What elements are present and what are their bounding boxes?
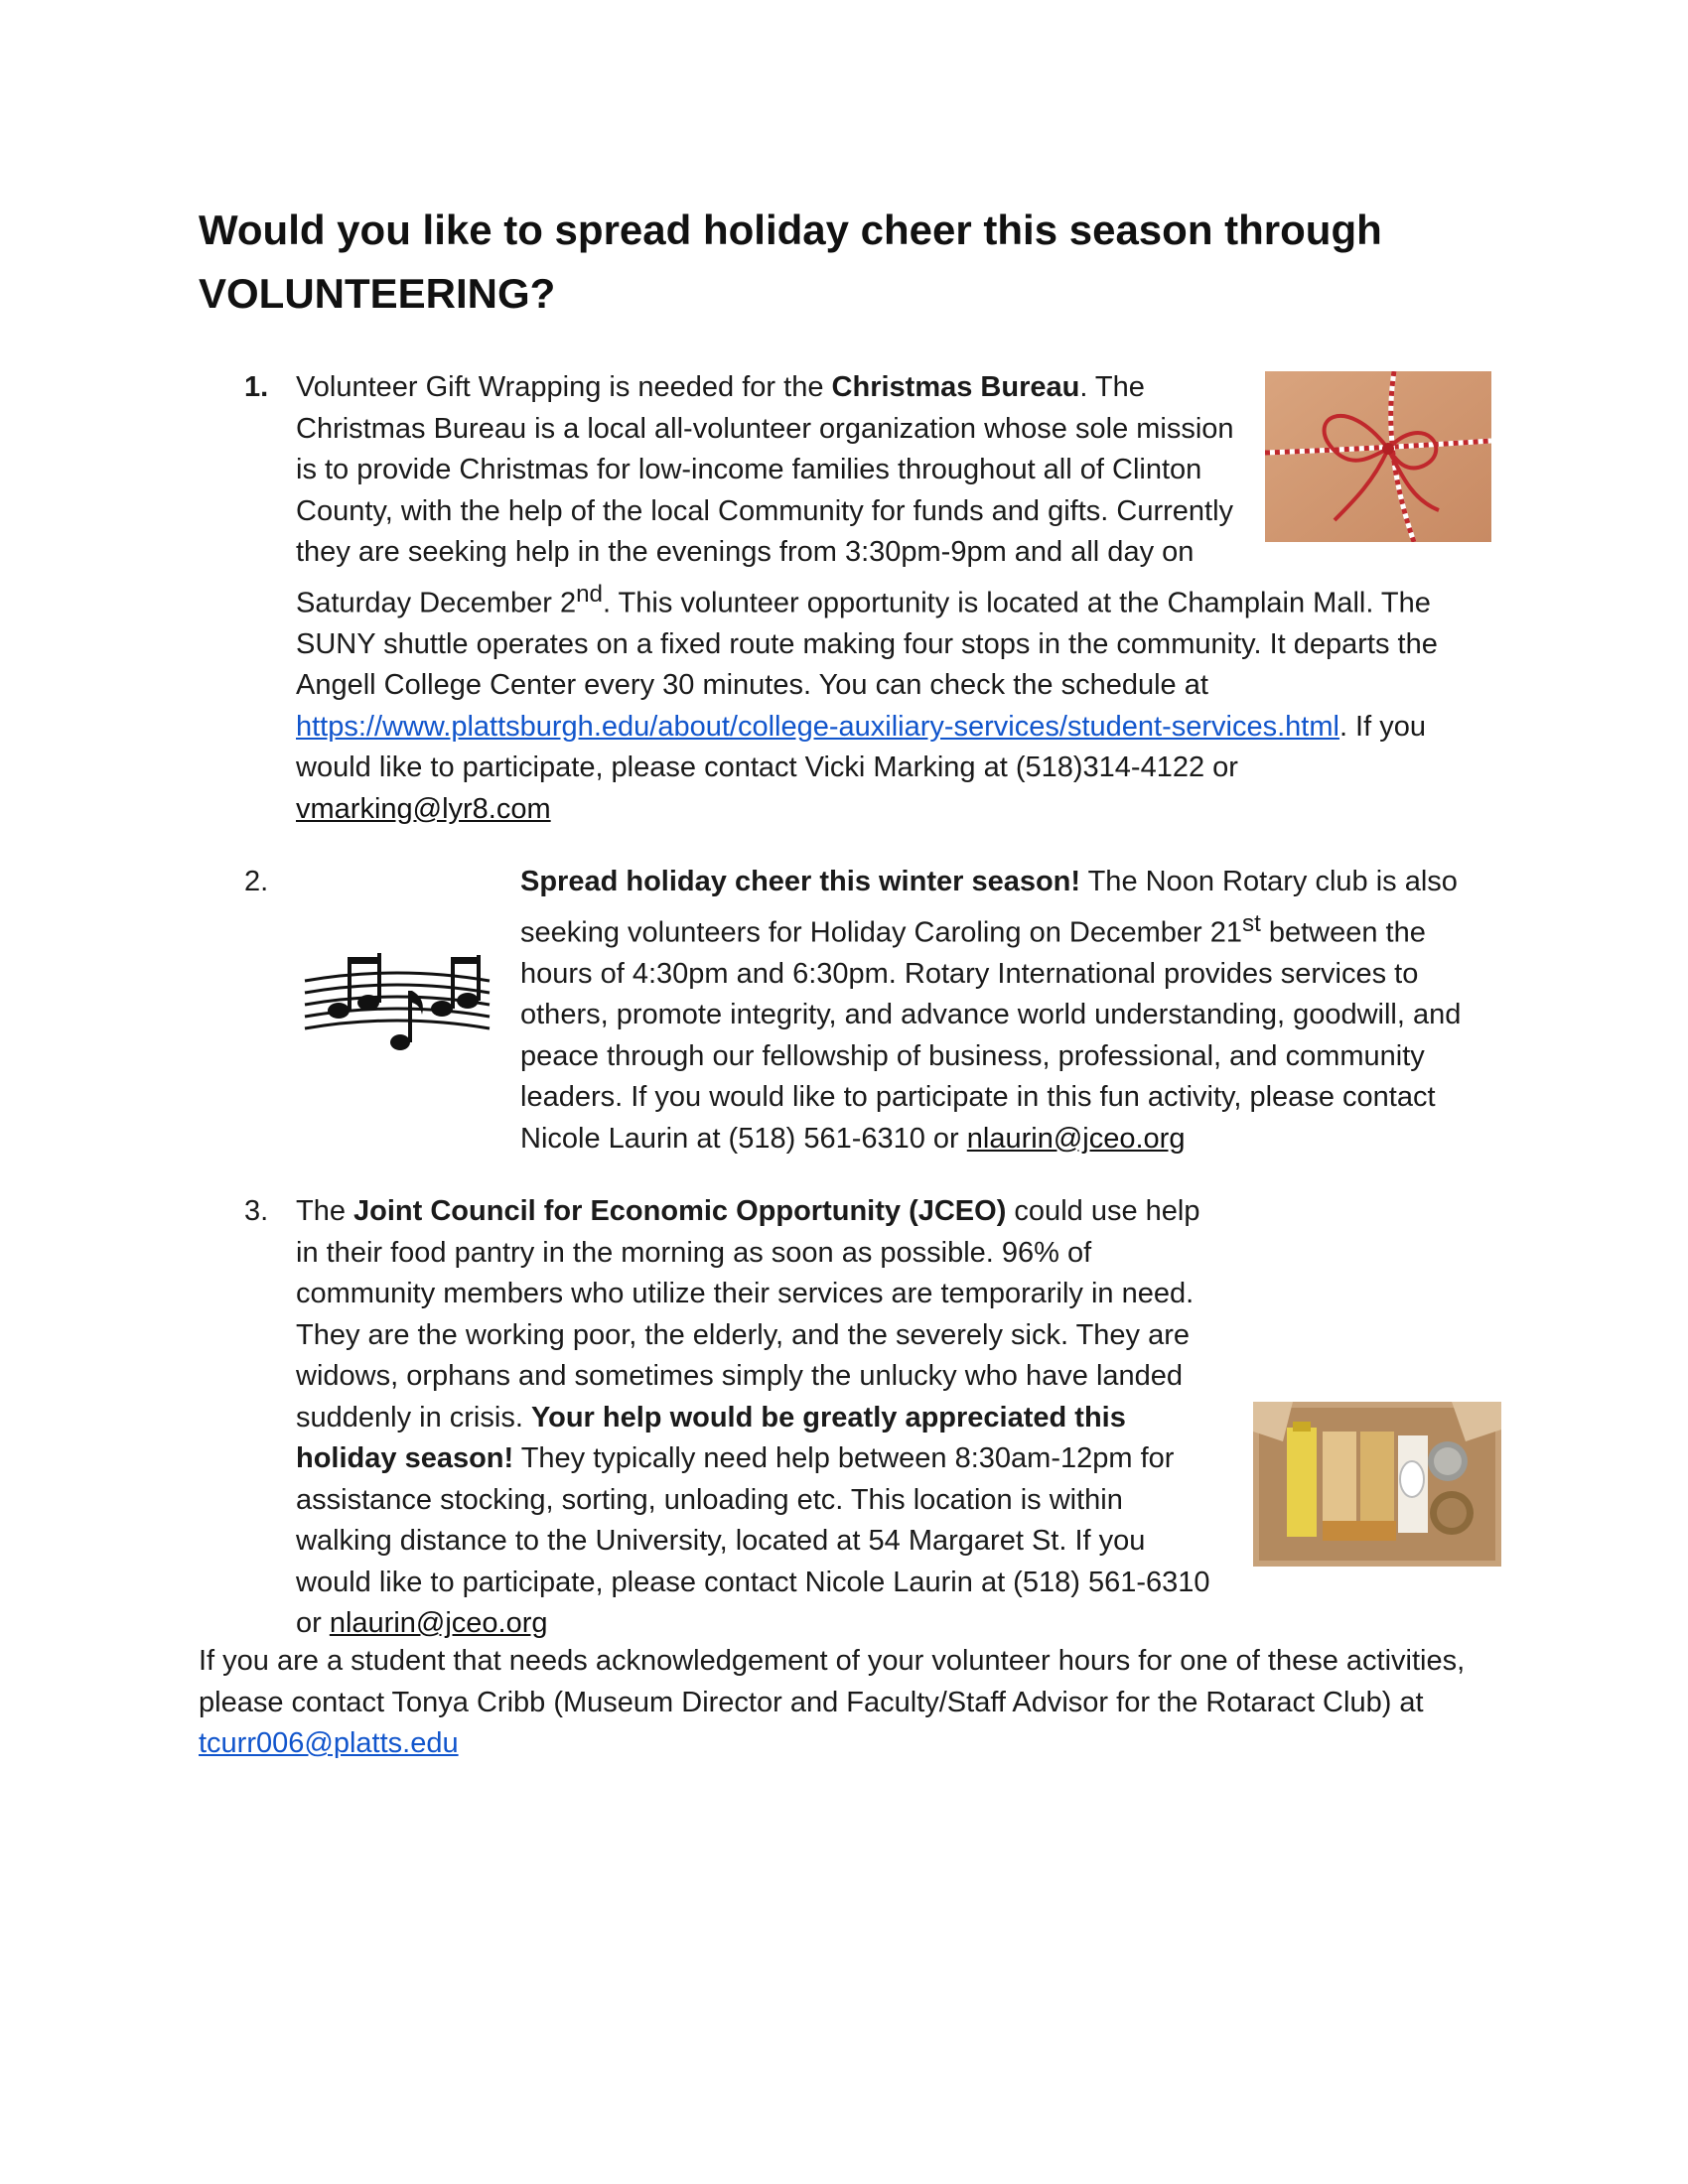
section-heading: Spread holiday cheer this winter season! [520, 866, 1081, 897]
emphasis-text: Your help would be greatly appreciated this holiday season! [296, 1401, 1126, 1474]
email-link[interactable]: nlaurin@jceo.org [329, 1607, 548, 1639]
list-item-gift-wrapping [199, 367, 1489, 830]
music-notes-icon [303, 951, 492, 1060]
org-name: Christmas Bureau [831, 371, 1080, 403]
org-name: Joint Council for Economic Opportunity (JCEO) [353, 1195, 1007, 1227]
item-number: 1. [244, 371, 269, 403]
closing-paragraph: If you are a student that needs acknowledgement of your volunteer hours for one of these activities, please contact Tonya Cribb (Museum Director and Faculty/Staff Advisor for the Rotaract Club) at tcurr006@platts.edu [199, 1645, 1466, 1759]
email-link[interactable]: vmarking@lyr8.com [296, 792, 551, 825]
gift-package-icon [1265, 371, 1491, 542]
food-pantry-paragraph: The Joint Council for Economic Opportunity (JCEO) could use help in their food pantry in the morning as soon as possible. 96% of community members who utilize their services are temporarily in need. They are the working poor, the elderly, and the severely sick. They are widows, orphans and sometimes simply the unlucky who have landed suddenly in crisis. Your help would be greatly appreciated this holiday season! They typically need help between 8:30am-12pm for assistance stocking, sorting, unloading etc. This location is within walking distance to the University, located at 54 Margaret St. If you would like to participate, please contact Nicole Laurin at (518) 561-6310 or nlaurin@jceo.org [296, 1195, 1210, 1639]
advisor-email-link[interactable]: tcurr006@platts.edu [199, 1727, 459, 1759]
email-link[interactable]: nlaurin@jceo.org [966, 1122, 1186, 1155]
schedule-link[interactable]: https://www.plattsburgh.edu/about/college-auxiliary-services/student-services.html [296, 710, 1339, 743]
caroling-paragraph: Spread holiday cheer this winter season! The Noon Rotary club is also seeking volunteers for Holiday Caroling on December 21st between the hours of 4:30pm and 6:30pm. Rotary International provides services to others, promote integrity, and advance world understanding, goodwill, and peace through our fellowship of business, professional, and community leaders. If you would like to participate in this fun activity, please contact Nicole Laurin at (518) 561-6310 or nlaurin@jceo.org [520, 866, 1462, 1155]
food-box-icon [1253, 1402, 1501, 1567]
list-item-food-pantry [199, 1191, 1489, 1645]
item-number: 2. [244, 866, 269, 897]
gift-wrapping-paragraph: Volunteer Gift Wrapping is needed for the Christmas Bureau. The Christmas Bureau is a local all-volunteer organization whose sole mission is to provide Christmas for low-income families throughout all of Clinton County, with the help of the local Community for funds and gifts. Currently they are seeking help in the evenings from 3:30pm-9pm and all day on Saturday December 2nd. This volunteer opportunity is located at the Champlain Mall. The SUNY shuttle operates on a fixed route making four stops in the community. It departs the Angell College Center every 30 minutes. You can check the schedule at https://www.plattsburgh.edu/about/college-auxiliary-services/student-services.html. If you would like to participate, please contact Vicki Marking at (518)314-4122 or vmarking@lyr8.com [296, 371, 1438, 825]
page-title: Would you like to spread holiday cheer this season through VOLUNTEERING? [199, 206, 1382, 317]
item-number: 3. [244, 1195, 269, 1227]
